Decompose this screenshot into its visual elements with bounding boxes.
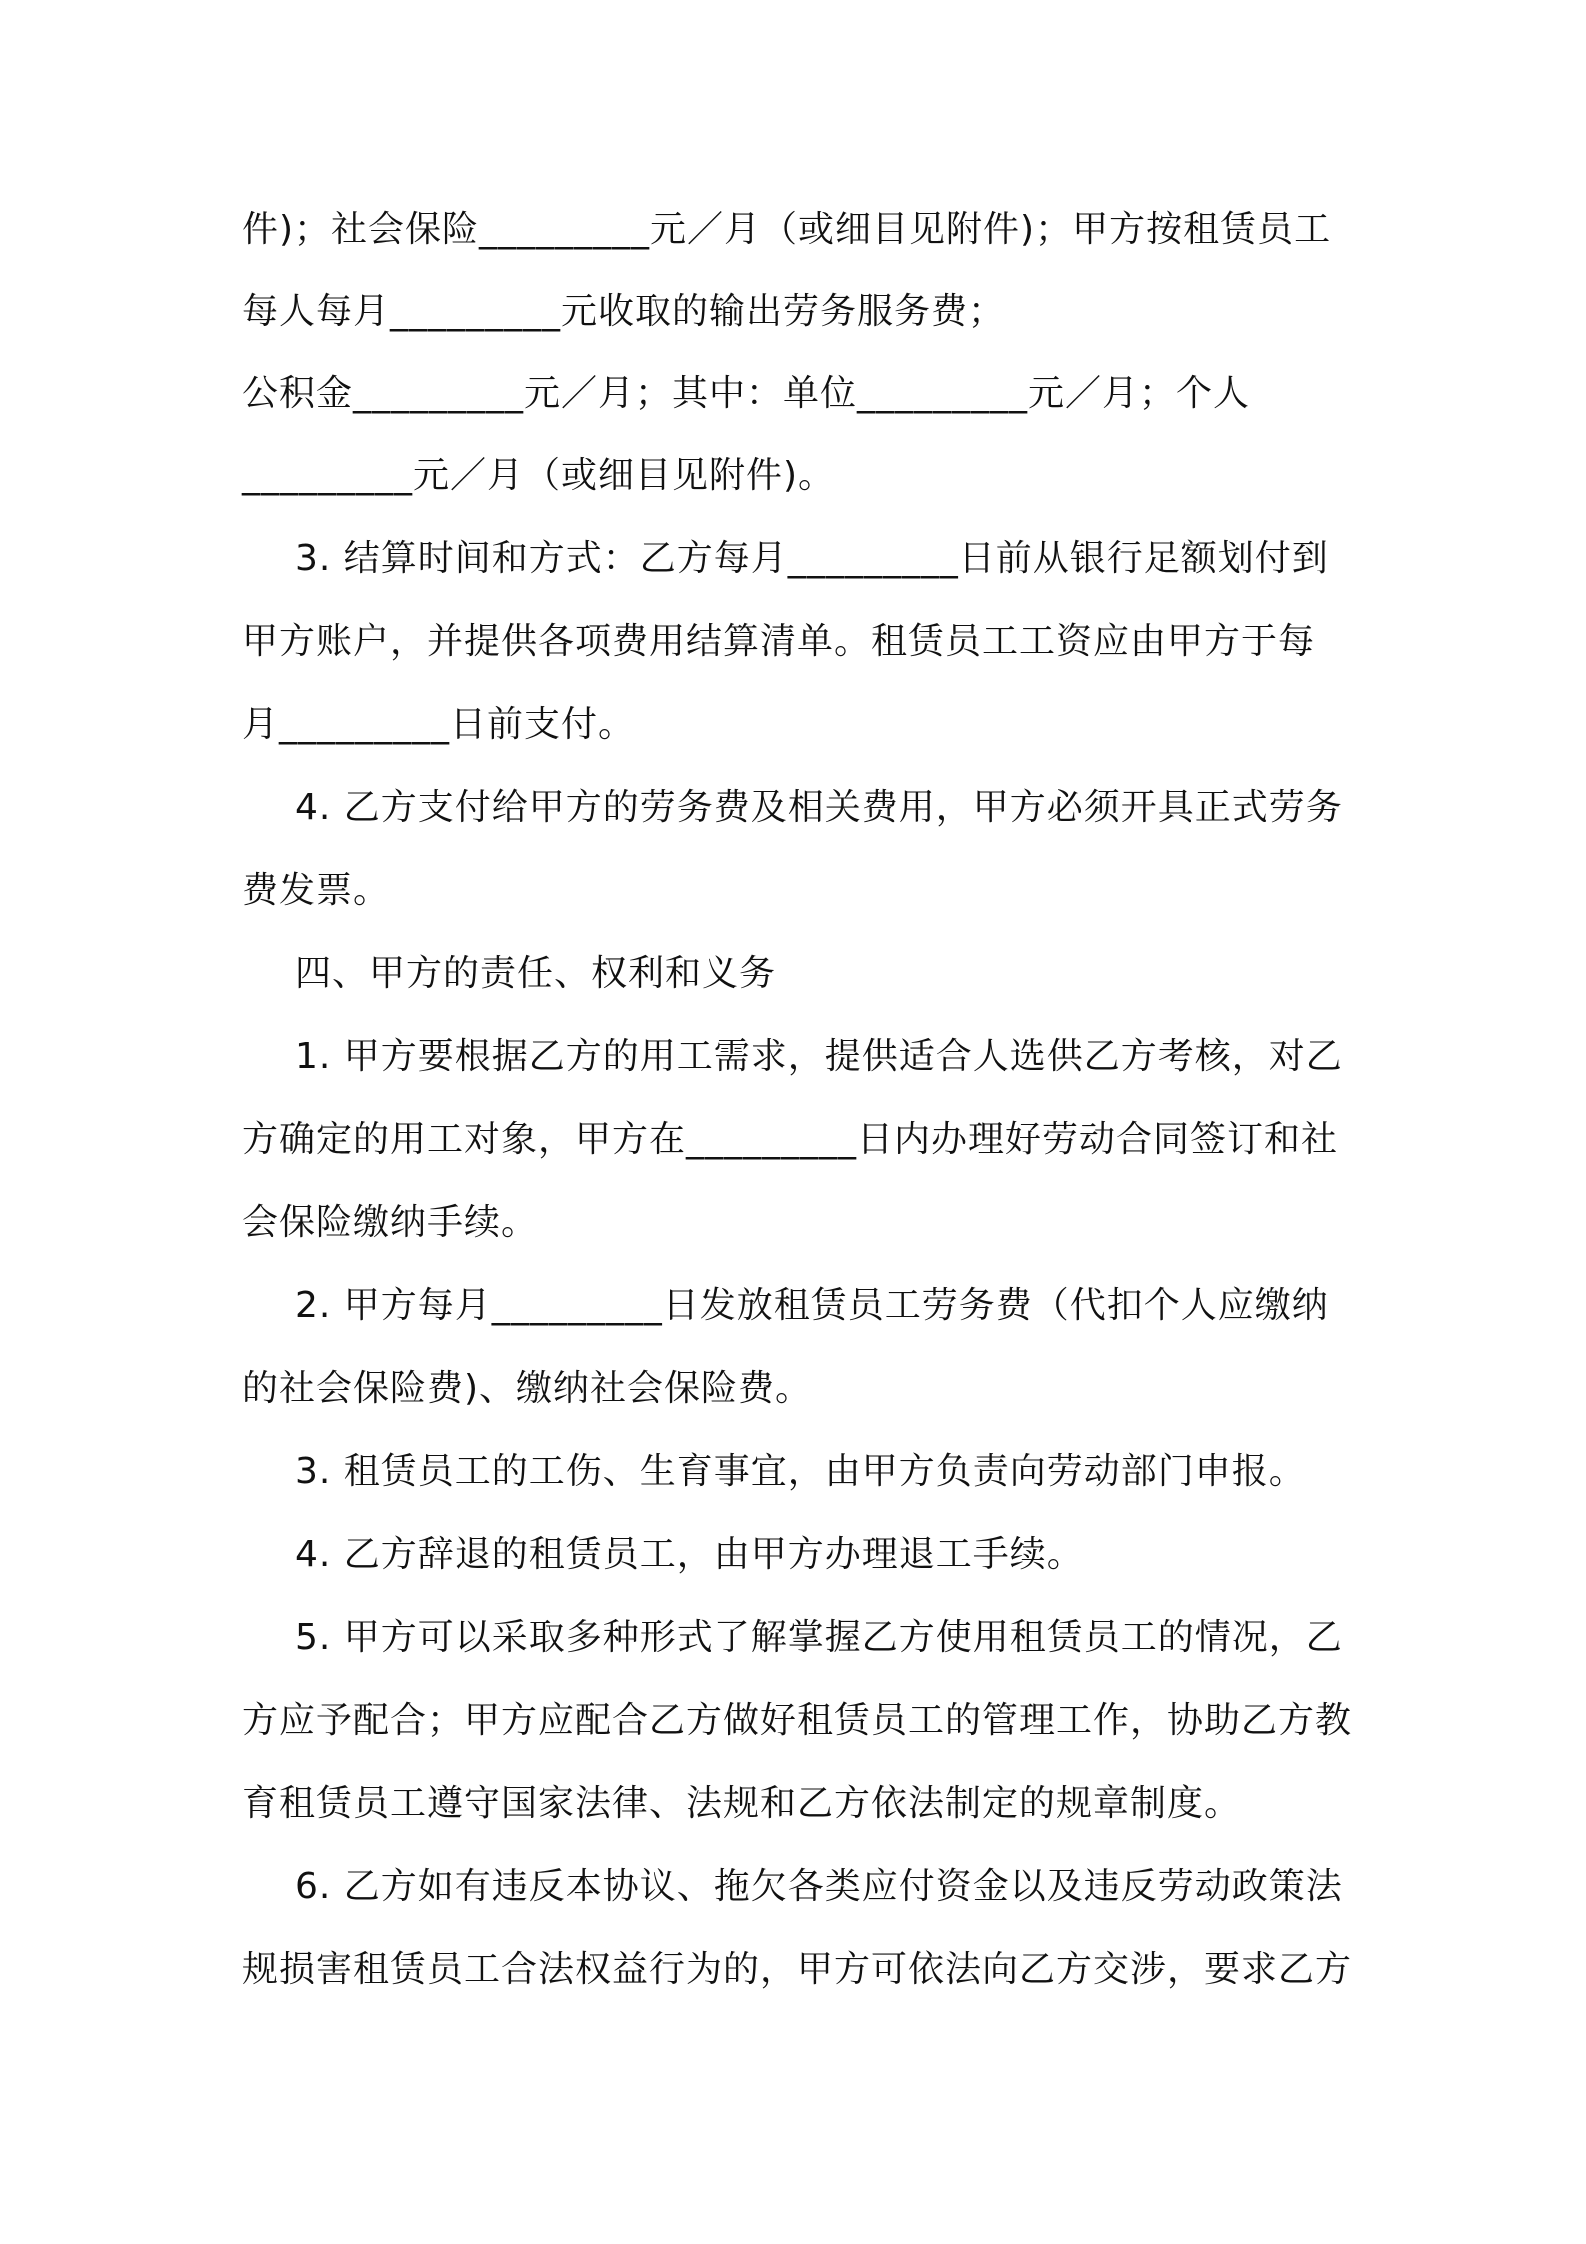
text-line: 方确定的用工对象，甲方在_________日内办理好劳动合同签订和社 bbox=[242, 1119, 1339, 1160]
text-line: 4. 乙方支付给甲方的劳务费及相关费用，甲方必须开具正式劳务 bbox=[295, 787, 1343, 828]
text-line: 规损害租赁员工合法权益行为的，甲方可依法向乙方交涉，要求乙方 bbox=[242, 1949, 1353, 1990]
text-line: 每人每月_________元收取的输出劳务服务费； bbox=[242, 291, 1006, 332]
section-heading: 四、甲方的责任、权利和义务 bbox=[295, 953, 777, 994]
text-line: 5. 甲方可以采取多种形式了解掌握乙方使用租赁员工的情况，乙 bbox=[295, 1617, 1343, 1658]
text-line: 甲方账户，并提供各项费用结算清单。租赁员工工资应由甲方于每 bbox=[242, 621, 1316, 662]
text-line: 会保险缴纳手续。 bbox=[242, 1202, 539, 1243]
text-line: 的社会保险费)、缴纳社会保险费。 bbox=[242, 1368, 813, 1409]
text-line: 4. 乙方辞退的租赁员工，由甲方办理退工手续。 bbox=[295, 1534, 1084, 1575]
text-line: 2. 甲方每月_________日发放租赁员工劳务费（代扣个人应缴纳 bbox=[295, 1285, 1329, 1326]
text-line: 3. 结算时间和方式：乙方每月_________日前从银行足额划付到 bbox=[295, 538, 1329, 579]
text-line: _________元／月（或细目见附件)。 bbox=[242, 455, 836, 496]
text-line: 件)；社会保险_________元／月（或细目见附件)；甲方按租赁员工 bbox=[242, 209, 1332, 250]
text-line: 3. 租赁员工的工伤、生育事宜，由甲方负责向劳动部门申报。 bbox=[295, 1451, 1306, 1492]
text-line: 公积金_________元／月；其中：单位_________元／月；个人 bbox=[242, 373, 1251, 414]
text-line: 费发票。 bbox=[242, 870, 391, 911]
text-line: 方应予配合；甲方应配合乙方做好租赁员工的管理工作，协助乙方教 bbox=[242, 1700, 1353, 1741]
text-line: 1. 甲方要根据乙方的用工需求，提供适合人选供乙方考核，对乙 bbox=[295, 1036, 1343, 1077]
text-line: 月_________日前支付。 bbox=[242, 704, 636, 745]
text-line: 育租赁员工遵守国家法律、法规和乙方依法制定的规章制度。 bbox=[242, 1783, 1242, 1824]
text-line: 6. 乙方如有违反本协议、拖欠各类应付资金以及违反劳动政策法 bbox=[295, 1866, 1343, 1907]
